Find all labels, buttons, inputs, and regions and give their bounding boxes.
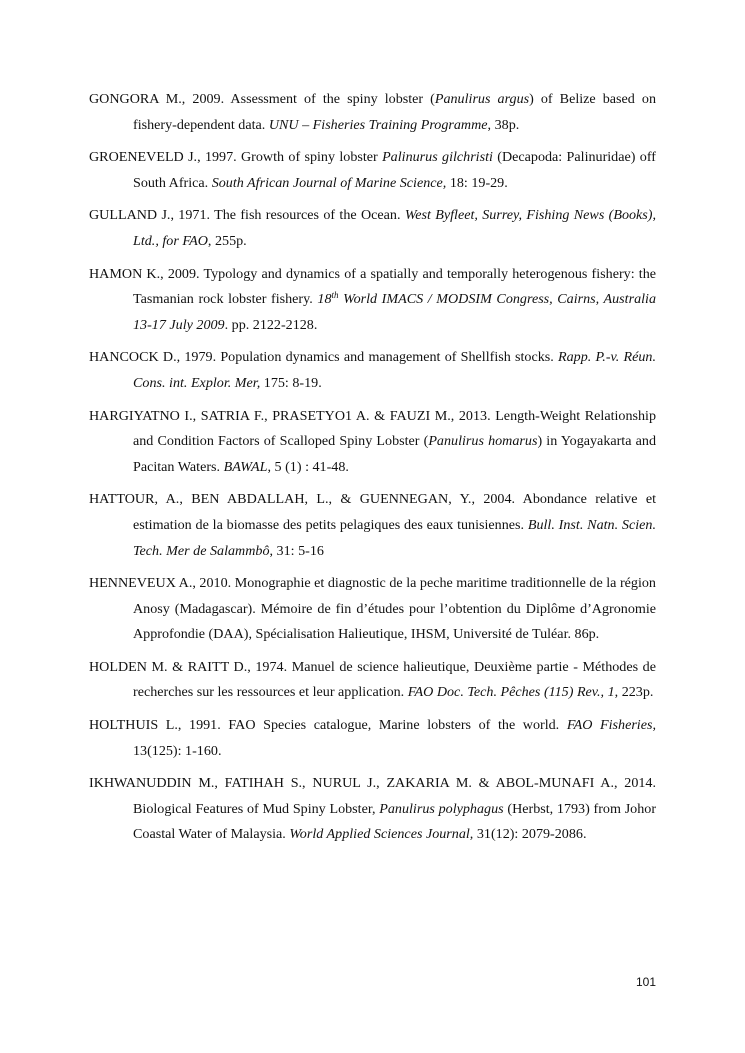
reference-title-continued: (Decapoda: Palinuridae) off South Africa. bbox=[133, 149, 656, 191]
reference-entry bbox=[89, 487, 656, 564]
reference-authors: GONGORA M., 2009. bbox=[89, 91, 225, 107]
reference-title: Growth of spiny lobster bbox=[241, 149, 378, 166]
reference-pages: 13(125): 1-160. bbox=[133, 742, 222, 759]
reference-list bbox=[89, 87, 656, 855]
reference-source: World Applied Sciences Journal, bbox=[289, 826, 474, 843]
reference-pages: , 31: 5-16 bbox=[269, 542, 324, 559]
reference-source: FAO Fisheries, bbox=[566, 717, 656, 734]
reference-authors: HATTOUR, A., BEN ABDALLAH, L., & GUENNEGAN, Y., 2004. bbox=[89, 491, 516, 508]
reference-source: South African Journal of Marine Science, bbox=[211, 174, 447, 191]
reference-source: FAO Doc. Tech. Pêches (115) Rev., 1 bbox=[407, 684, 615, 701]
reference-entry bbox=[89, 145, 656, 196]
reference-entry bbox=[89, 262, 656, 339]
reference-title: Abondance relative et estimation de la biomasse des petits pelagiques des eaux tunisiennes. bbox=[133, 491, 656, 533]
species-name: Palinurus gilchristi bbox=[382, 149, 493, 166]
reference-entry bbox=[89, 203, 656, 254]
reference-pages: 31(12): 2079-2086. bbox=[476, 826, 587, 843]
reference-title: Typology and dynamics of a spatially and temporally heterogenous fishery: the Tasmanian rock lobster fishery. bbox=[133, 265, 657, 308]
reference-pages: 18: 19-29. bbox=[449, 174, 508, 191]
reference-entry bbox=[89, 87, 656, 138]
reference-entry bbox=[89, 713, 656, 764]
reference-authors: GULLAND J., 1971. bbox=[89, 207, 211, 224]
reference-title-continued: ) in Yogayakarta and Pacitan Waters. bbox=[133, 433, 656, 475]
reference-authors: HOLTHUIS L., 1991. bbox=[89, 717, 221, 734]
reference-source: UNU – Fisheries Training Programme bbox=[268, 116, 488, 133]
page-number: 101 bbox=[635, 975, 656, 989]
reference-pages: . pp. 2122-2128. bbox=[224, 316, 318, 333]
reference-entry bbox=[89, 404, 656, 481]
reference-title-continued: ) of Belize based on fishery-dependent data. bbox=[133, 91, 656, 133]
reference-authors: GROENEVELD J., 1997. bbox=[89, 149, 237, 166]
species-name: Panulirus argus bbox=[434, 91, 530, 107]
reference-source: Bull. Inst. Natn. Scien. Tech. Mer de Salammbô bbox=[133, 516, 656, 559]
reference-entry bbox=[89, 771, 656, 848]
reference-authors: HANCOCK D., 1979. bbox=[89, 349, 217, 366]
reference-entry bbox=[89, 655, 656, 706]
reference-title: The fish resources of the Ocean. bbox=[214, 207, 401, 224]
reference-pages: 175: 8-19. bbox=[263, 374, 322, 391]
reference-title: FAO Species catalogue, Marine lobsters of the world. bbox=[228, 717, 560, 734]
reference-authors: HARGIYATNO I., SATRIA F., PRASETYO1 A. & FAUZI M., 2013. bbox=[89, 407, 491, 424]
congress-number: 18 bbox=[317, 291, 332, 308]
reference-title: Assessment of the spiny lobster ( bbox=[230, 91, 435, 107]
reference-title: Monographie et diagnostic de la peche maritime traditionnelle de la région Anosy (Madagascar). Mémoire de fin d’études pour l’obtention du Diplôme d’Agronomie Approfondie (DAA), Spécialisation Halieutique, IHSM, Université de Tuléar. 86p. bbox=[133, 575, 656, 643]
ordinal-suffix: th bbox=[331, 290, 339, 301]
reference-authors: IKHWANUDDIN M., FATIHAH S., NURUL J., ZAKARIA M. & ABOL-MUNAFI A., 2014. bbox=[89, 775, 656, 792]
reference-entry bbox=[89, 345, 656, 396]
species-name: Panulirus polyphagus bbox=[379, 800, 504, 817]
reference-title-continued: (Herbst, 1793) from Johor Coastal Water of Malaysia. bbox=[133, 800, 657, 843]
reference-title: Biological Features of Mud Spiny Lobster, bbox=[133, 800, 376, 817]
reference-pages: , 223p. bbox=[614, 684, 654, 701]
reference-entry bbox=[89, 571, 656, 648]
reference-authors: HAMON K., 2009. bbox=[89, 265, 200, 282]
reference-source: Rapp. P.-v. Réun. Cons. int. Explor. Mer, bbox=[133, 349, 656, 391]
reference-source: BAWAL bbox=[223, 458, 268, 475]
reference-title: Population dynamics and management of Shellfish stocks. bbox=[220, 349, 554, 366]
species-name: Panulirus homarus bbox=[428, 433, 538, 450]
reference-source: West Byfleet, Surrey, Fishing News (Books), Ltd., for FAO bbox=[133, 207, 656, 249]
reference-pages: , 255p. bbox=[207, 232, 247, 249]
reference-title: Length-Weight Relationship and Condition Factors of Scalloped Spiny Lobster ( bbox=[133, 407, 656, 450]
reference-authors: HENNEVEUX A., 2010. bbox=[89, 575, 232, 592]
reference-authors: HOLDEN M. & RAITT D., 1974. bbox=[89, 658, 288, 675]
reference-pages: , 5 (1) : 41-48. bbox=[267, 458, 349, 475]
reference-pages: , 38p. bbox=[487, 116, 520, 133]
congress-name: World IMACS / MODSIM Congress, Cairns, Australia 13-17 July 2009 bbox=[133, 291, 656, 333]
reference-title: Manuel de science halieutique, Deuxième partie - Méthodes de recherches sur les ressources et leur application. bbox=[133, 658, 656, 701]
